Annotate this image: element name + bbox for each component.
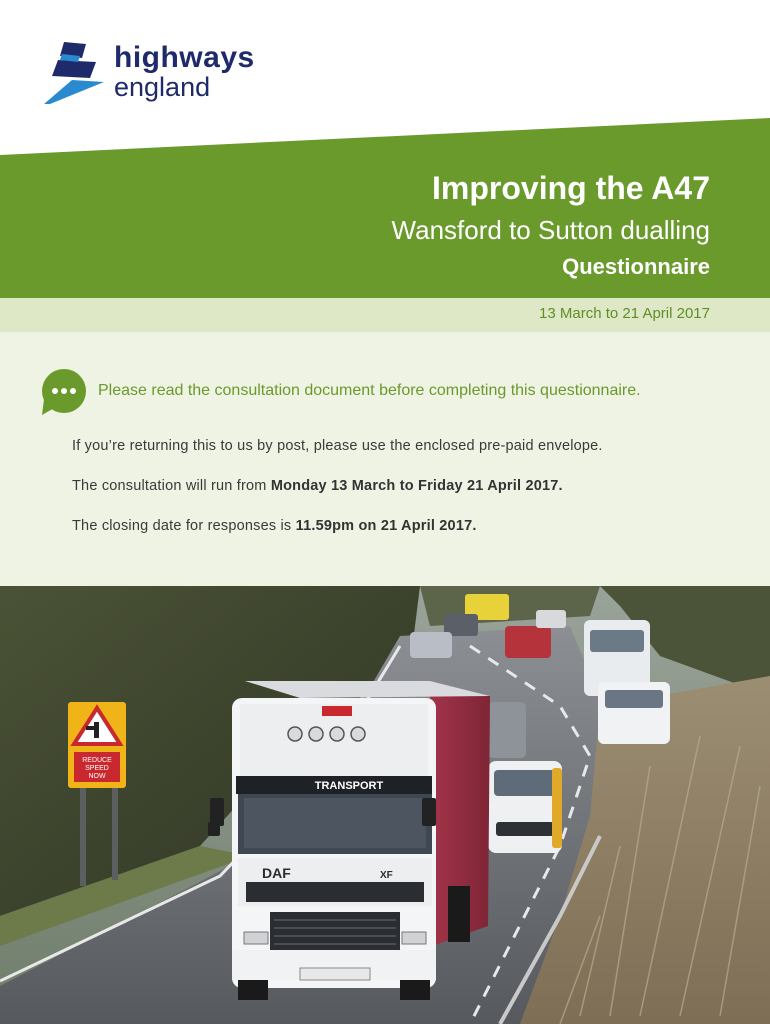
- sign-text-speed: SPEED: [85, 765, 109, 772]
- sign-text-now: NOW: [88, 773, 106, 780]
- truck-brand-badge: DAF: [262, 865, 291, 881]
- closing-date-text: [72, 518, 477, 534]
- info-panel: [0, 332, 770, 586]
- road-photo: [0, 586, 770, 1024]
- closing-date-time: 11.59pm on 21 April 2017.: [295, 518, 477, 534]
- page-subtitle: Wansford to Sutton dualling: [391, 215, 710, 245]
- consultation-period-prefix: The consultation will run from: [72, 478, 271, 494]
- postal-return-note: If you’re returning this to us by post, please use the enclosed pre-paid envelope.: [72, 438, 603, 454]
- consultation-period-dates: Monday 13 March to Friday 21 April 2017.: [270, 478, 563, 494]
- date-strip: [0, 298, 770, 332]
- sign-text-reduce: REDUCE: [82, 757, 112, 764]
- consultation-period-text: [72, 478, 563, 494]
- truck-transport-label: TRANSPORT: [314, 780, 384, 792]
- speech-bubble-icon: [38, 369, 88, 417]
- read-document-notice: Please read the consultation document before completing this questionnaire.: [98, 382, 641, 399]
- truck-model-badge: XF: [380, 870, 393, 881]
- logo-mark-icon: [42, 40, 112, 106]
- road-traffic-image: [0, 586, 770, 1024]
- document-type: Questionnaire: [562, 254, 710, 279]
- logo-text-highways: highways: [114, 41, 255, 74]
- logo-text-england: england: [114, 72, 211, 102]
- closing-date-prefix: The closing date for responses is: [72, 518, 296, 534]
- consultation-dates: 13 March to 21 April 2017: [539, 305, 710, 322]
- page-title: Improving the A47: [432, 170, 710, 206]
